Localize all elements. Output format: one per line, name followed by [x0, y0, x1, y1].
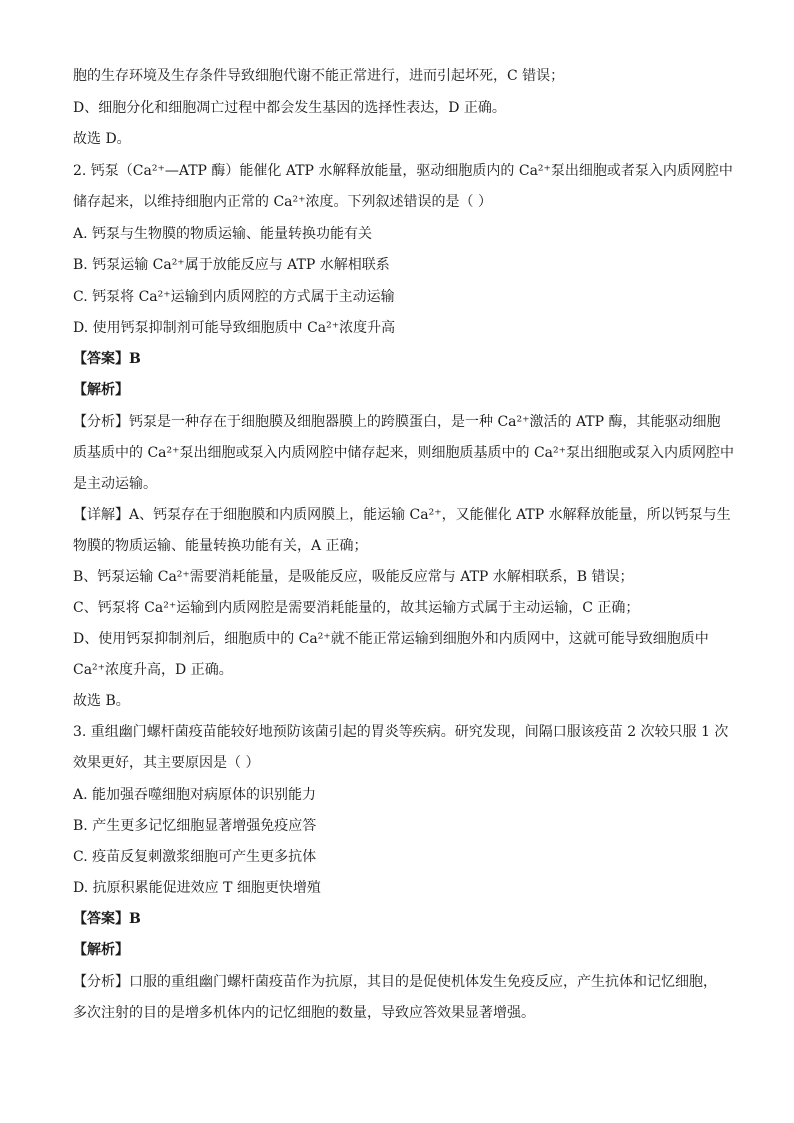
option-b: B. 钙泵运输 Ca²⁺属于放能反应与 ATP 水解相联系: [73, 257, 390, 273]
detail-text: B、钙泵运输 Ca²⁺需要消耗能量，是吸能反应，吸能反应常与 ATP 水解相联系，B 错误；: [73, 569, 634, 585]
question-3-stem: 效果更好，其主要原因是（ ）: [73, 755, 260, 771]
detail-text: 【详解】A、钙泵存在于细胞膜和内质网膜上，能运输 Ca²⁺，又能催化 ATP 水解释放能量，所以钙泵与生: [73, 507, 731, 523]
analysis-text: 【分析】口服的重组幽门螺杆菌疫苗作为抗原，其目的是促使机体发生免疫反应，产生抗体和记忆细胞，: [73, 974, 717, 990]
text-line: 故选 B。: [73, 693, 130, 709]
analysis-label: 【解析】: [73, 382, 129, 398]
answer-label: 【答案】B: [73, 911, 141, 927]
analysis-text: 质基质中的 Ca²⁺泵出细胞或泵入内质网腔中储存起来，则细胞质基质中的 Ca²⁺泵出细胞或泵入内质网腔中: [73, 445, 735, 461]
detail-text: 物膜的物质运输、能量转换功能有关，A 正确；: [73, 538, 368, 554]
option-b: B. 产生更多记忆细胞显著增强免疫应答: [73, 818, 317, 834]
analysis-text: 多次注射的目的是增多机体内的记忆细胞的数量，导致应答效果显著增强。: [73, 1005, 535, 1021]
option-c: C. 钙泵将 Ca²⁺运输到内质网腔的方式属于主动运输: [73, 289, 395, 305]
answer-label: 【答案】B: [73, 351, 141, 367]
detail-text: C、钙泵将 Ca²⁺运输到内质网腔是需要消耗能量的，故其运输方式属于主动运输，C 正确；: [73, 600, 640, 616]
option-d: D. 使用钙泵抑制剂可能导致细胞质中 Ca²⁺浓度升高: [73, 320, 396, 336]
detail-text: Ca²⁺浓度升高，D 正确。: [73, 662, 233, 678]
analysis-text: 【分析】钙泵是一种存在于细胞膜及细胞器膜上的跨膜蛋白，是一种 Ca²⁺激活的 ATP 酶，其能驱动细胞: [73, 414, 721, 430]
analysis-text: 是主动运输。: [73, 476, 157, 492]
option-d: D. 抗原积累能促进效应 T 细胞更快增殖: [73, 880, 321, 896]
detail-text: D、使用钙泵抑制剂后，细胞质中的 Ca²⁺就不能正常运输到细胞外和内质网中，这就可能导致细胞质中: [73, 631, 709, 647]
text-line: 故选 D。: [73, 131, 131, 147]
question-2-stem: 2. 钙泵（Ca²⁺—ATP 酶）能催化 ATP 水解释放能量，驱动细胞质内的 Ca²⁺泵出细胞或者泵入内质网腔中: [73, 163, 733, 179]
question-2-stem: 储存起来，以维持细胞内正常的 Ca²⁺浓度。下列叙述错误的是（ ）: [73, 194, 492, 210]
option-a: A. 钙泵与生物膜的物质运输、能量转换功能有关: [73, 226, 373, 242]
analysis-label: 【解析】: [73, 942, 129, 958]
text-line: 胞的生存环境及生存条件导致细胞代谢不能正常进行，进而引起坏死，C 错误；: [73, 68, 565, 84]
option-c: C. 疫苗反复刺激浆细胞可产生更多抗体: [73, 849, 317, 865]
option-a: A. 能加强吞噬细胞对病原体的识别能力: [73, 787, 317, 803]
question-3-stem: 3. 重组幽门螺杆菌疫苗能较好地预防该菌引起的胃炎等疾病。研究发现，间隔口服该疫苗 2 次较只服 1 次: [73, 724, 729, 740]
text-line: D、细胞分化和细胞凋亡过程中都会发生基因的选择性表达，D 正确。: [73, 100, 506, 116]
